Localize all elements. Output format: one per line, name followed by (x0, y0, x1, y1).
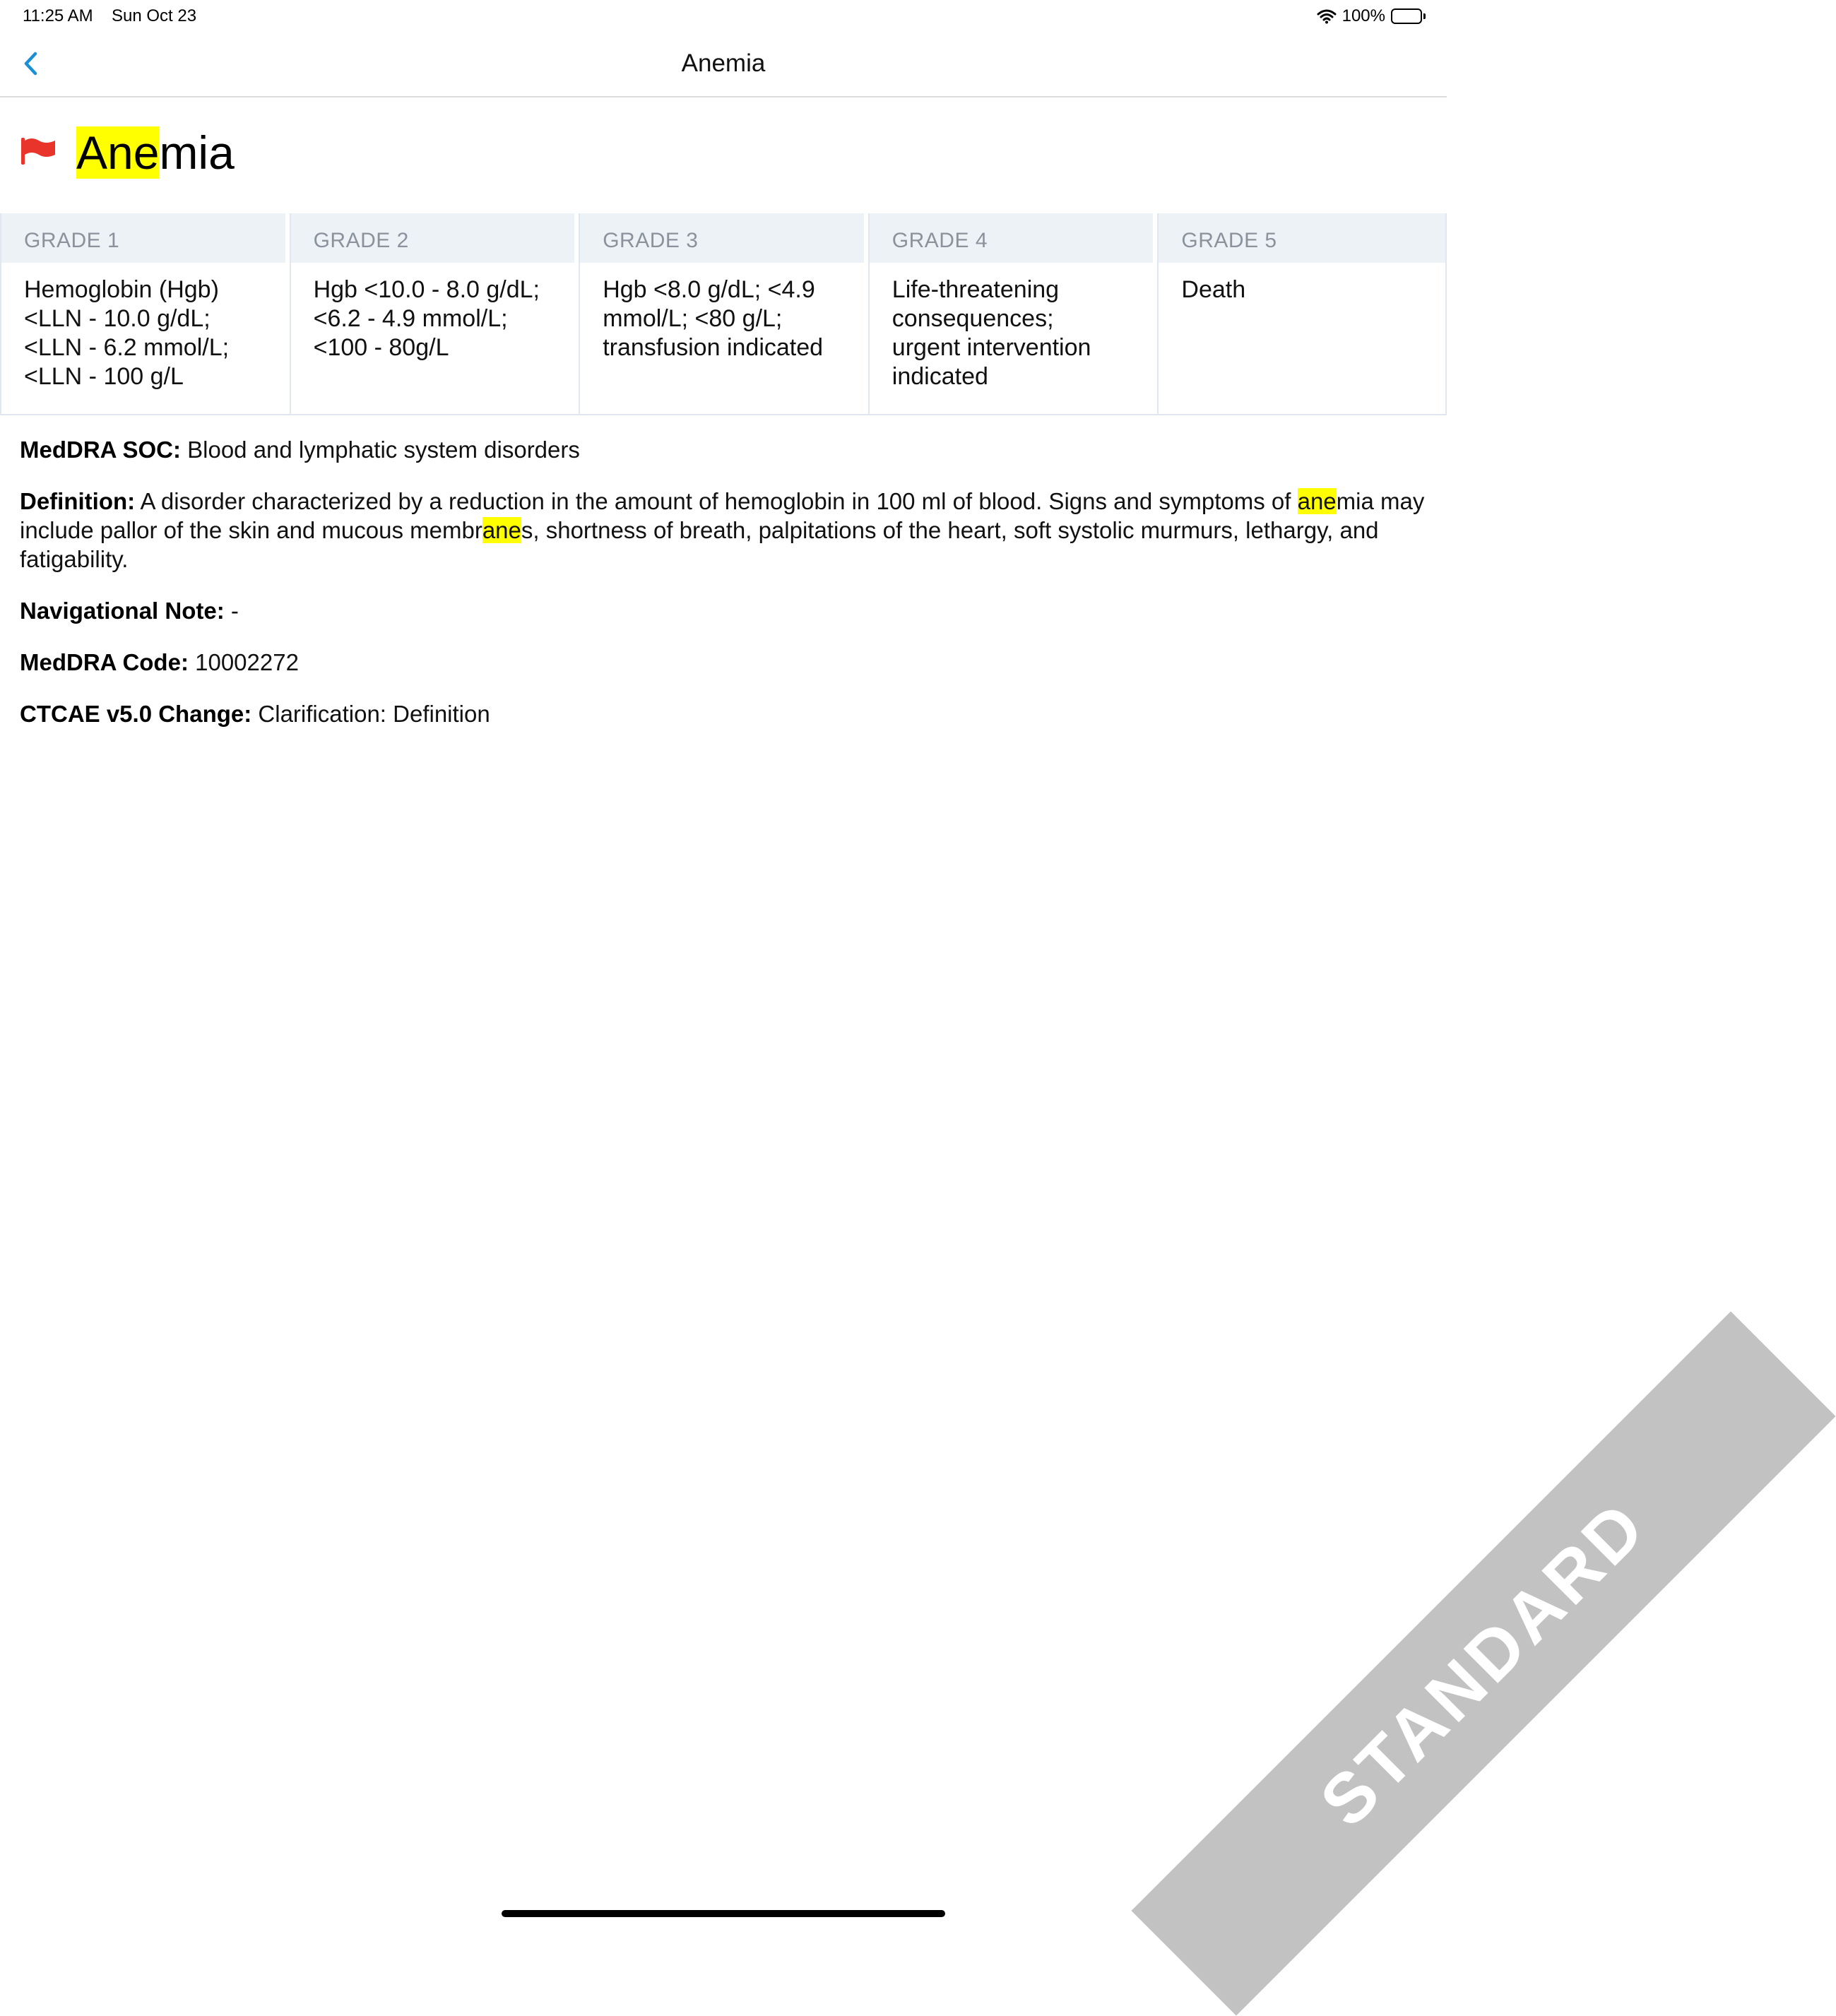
grade-text-line: Hgb <8.0 g/dL; <4.9 (603, 276, 815, 303)
grade-description (870, 263, 1158, 414)
grade-text-line: Hemoglobin (Hgb) (24, 276, 219, 303)
watermark-text: STANDARD (1305, 1485, 1662, 1842)
grade-text-line: consequences; (892, 305, 1054, 332)
grade-text-line: <LLN - 6.2 mmol/L; (24, 334, 230, 361)
home-indicator[interactable] (502, 1910, 945, 1917)
battery-icon (1391, 8, 1426, 24)
grade-text-line: <LLN - 10.0 g/dL; (24, 305, 211, 332)
definition-text-segment: s, shortness of breath, palpitations of the heart, soft systolic murmurs, lethargy, and fatigability. (20, 517, 1379, 572)
status-indicators (1317, 6, 1426, 26)
navigational-note-value: - (230, 598, 239, 624)
grade-header: GRADE 3 (580, 213, 868, 263)
grade-text-line: Death (1181, 276, 1246, 303)
ctcae-change-row (20, 699, 1426, 728)
nav-title: Anemia (681, 49, 766, 77)
definition-text-segment: A disorder characterized by a reduction in the amount of hemoglobin in 100 ml of blood. Signs and symptoms of (140, 488, 1298, 514)
meddra-soc-label: MedDRA SOC: (20, 437, 181, 463)
meddra-code-row (20, 648, 1426, 677)
grade-text-line: indicated (892, 363, 988, 390)
term-heading (20, 124, 235, 181)
grade-header: GRADE 2 (291, 213, 579, 263)
grade-description (291, 263, 579, 414)
grade-description (580, 263, 868, 414)
grade-header: GRADE 4 (870, 213, 1158, 263)
grade-column-2 (290, 213, 579, 414)
grade-description (1159, 263, 1445, 414)
term-title-highlight: Ane (76, 126, 160, 179)
navigation-bar (0, 32, 1447, 97)
grade-header: GRADE 1 (1, 213, 290, 263)
status-date: Sun Oct 23 (112, 6, 197, 25)
search-highlight: ane (482, 517, 521, 543)
flag-icon[interactable] (20, 136, 57, 170)
definition-row (20, 487, 1426, 574)
wifi-icon (1317, 8, 1337, 24)
battery-percent: 100% (1342, 6, 1385, 25)
meddra-code-value: 10002272 (195, 649, 299, 675)
grade-column-5 (1157, 213, 1447, 414)
grade-text-line: <100 - 80g/L (313, 334, 449, 361)
standard-watermark-ribbon (1131, 1311, 1835, 2015)
grade-text-line: mmol/L; <80 g/L; (603, 305, 783, 332)
grade-column-1 (0, 213, 290, 414)
grade-column-4 (868, 213, 1158, 414)
grade-text-line: Life-threatening (892, 276, 1060, 303)
definition-text-segment: mia may include pallor of the skin and mucous membr (20, 488, 1425, 543)
grade-text-line: Hgb <10.0 - 8.0 g/dL; (313, 276, 540, 303)
grade-table (0, 213, 1447, 415)
grade-text-line: <6.2 - 4.9 mmol/L; (313, 305, 508, 332)
term-details (20, 435, 1426, 751)
grade-text-line: urgent intervention (892, 334, 1091, 361)
ctcae-change-label: CTCAE v5.0 Change: (20, 701, 252, 727)
grade-column-3 (579, 213, 868, 414)
grade-description (1, 263, 290, 414)
grade-header: GRADE 5 (1159, 213, 1445, 263)
status-bar (0, 0, 1447, 32)
term-title-rest: mia (159, 126, 235, 179)
meddra-soc-row (20, 435, 1426, 464)
grade-text-line: transfusion indicated (603, 334, 824, 361)
navigational-note-row (20, 596, 1426, 625)
navigational-note-label: Navigational Note: (20, 598, 225, 624)
definition-label: Definition: (20, 488, 136, 514)
meddra-soc-value: Blood and lymphatic system disorders (187, 437, 580, 463)
status-time: 11:25 AM (23, 6, 93, 25)
search-highlight: ane (1297, 488, 1337, 514)
definition-text (20, 488, 1424, 572)
ctcae-change-value: Clarification: Definition (258, 701, 490, 727)
term-title (76, 124, 235, 181)
meddra-code-label: MedDRA Code: (20, 649, 189, 675)
grade-text-line: <LLN - 100 g/L (24, 363, 184, 390)
